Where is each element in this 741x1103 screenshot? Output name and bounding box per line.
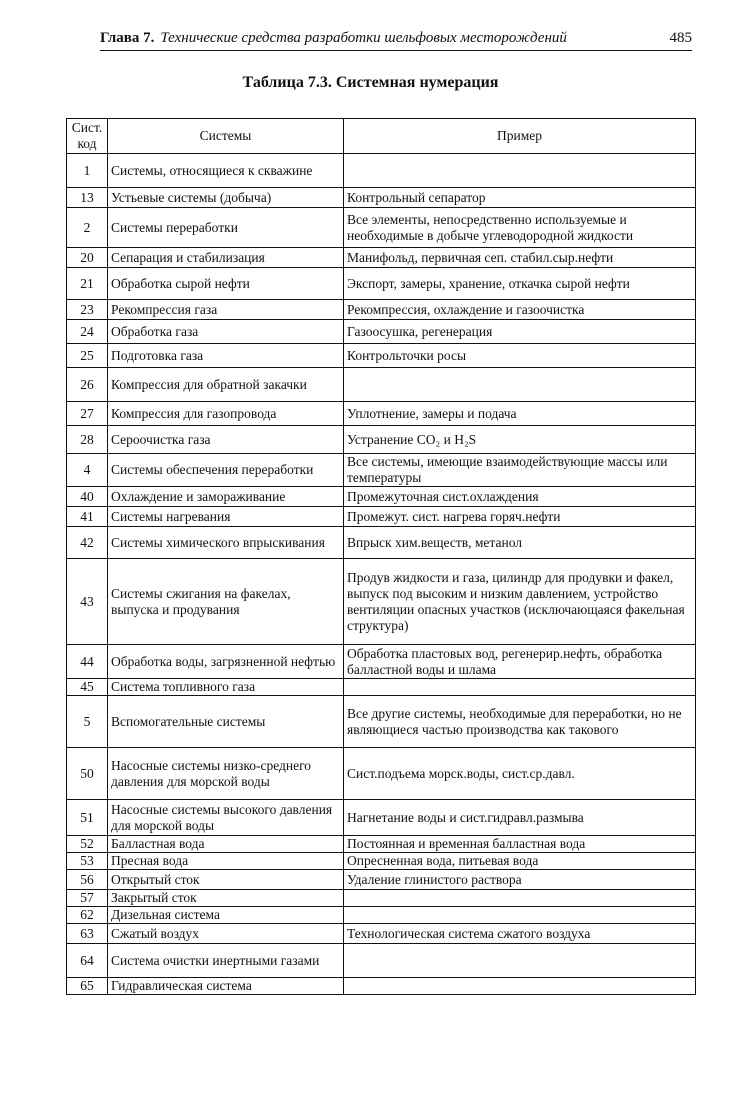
table-row xyxy=(67,248,696,268)
row-system: Устьевые системы (добыча) xyxy=(108,188,344,208)
row-example xyxy=(344,679,696,696)
table-row xyxy=(67,426,696,454)
row-code: 27 xyxy=(67,402,108,426)
row-system: Системы обеспечения переработки xyxy=(108,454,344,487)
row-code: 44 xyxy=(67,645,108,679)
table-row xyxy=(67,268,696,300)
row-system: Обработка газа xyxy=(108,320,344,344)
row-code: 50 xyxy=(67,748,108,800)
running-header xyxy=(100,28,692,51)
row-system: Пресная вода xyxy=(108,853,344,870)
table-row xyxy=(67,800,696,836)
row-example: Экспорт, замеры, хранение, откачка сырой нефти xyxy=(344,268,696,300)
table-row xyxy=(67,907,696,924)
row-system: Рекомпрессия газа xyxy=(108,300,344,320)
row-code: 4 xyxy=(67,454,108,487)
row-code: 28 xyxy=(67,426,108,454)
table-row xyxy=(67,527,696,559)
row-system: Охлаждение и замораживание xyxy=(108,487,344,507)
row-code: 5 xyxy=(67,696,108,748)
row-code: 24 xyxy=(67,320,108,344)
row-code: 57 xyxy=(67,890,108,907)
row-example: Все элементы, непосредственно используемые и необходимые в добыче углеводородной жидкости xyxy=(344,208,696,248)
table-caption: Таблица 7.3. Системная нумерация xyxy=(242,74,499,91)
row-code: 2 xyxy=(67,208,108,248)
table-row xyxy=(67,679,696,696)
row-example: Обработка пластовых вод, регенерир.нефть, обработка балластной воды и шлама xyxy=(344,645,696,679)
table-row xyxy=(67,559,696,645)
table-row xyxy=(67,924,696,944)
table-row xyxy=(67,154,696,188)
row-code: 1 xyxy=(67,154,108,188)
table-row xyxy=(67,368,696,402)
row-example xyxy=(344,978,696,995)
row-system: Система очистки инертными газами xyxy=(108,944,344,978)
table-row xyxy=(67,300,696,320)
row-example: Все системы, имеющие взаимодействующие массы или температуры xyxy=(344,454,696,487)
row-system: Открытый сток xyxy=(108,870,344,890)
table-row xyxy=(67,344,696,368)
row-code: 20 xyxy=(67,248,108,268)
header-code: Сист. код xyxy=(67,119,108,154)
table-row xyxy=(67,320,696,344)
row-example: Опресненная вода, питьевая вода xyxy=(344,853,696,870)
row-example: Рекомпрессия, охлаждение и газоочистка xyxy=(344,300,696,320)
table-row xyxy=(67,890,696,907)
row-system: Сероочистка газа xyxy=(108,426,344,454)
row-system: Системы, относящиеся к скважине xyxy=(108,154,344,188)
row-system: Подготовка газа xyxy=(108,344,344,368)
table-row xyxy=(67,402,696,426)
row-system: Дизельная система xyxy=(108,907,344,924)
row-system: Система топливного газа xyxy=(108,679,344,696)
row-example xyxy=(344,907,696,924)
row-system: Насосные системы низко-среднего давления для морской воды xyxy=(108,748,344,800)
row-code: 41 xyxy=(67,507,108,527)
row-example: Устранение CO₂ и H₂S xyxy=(344,426,696,454)
table-row xyxy=(67,454,696,487)
row-code: 25 xyxy=(67,344,108,368)
row-example: Уплотнение, замеры и подача xyxy=(344,402,696,426)
row-code: 56 xyxy=(67,870,108,890)
row-example: Манифольд, первичная сеп. стабил.сыр.нефти xyxy=(344,248,696,268)
table-row xyxy=(67,696,696,748)
row-example: Контрольный сепаратор xyxy=(344,188,696,208)
system-numbering-table xyxy=(66,118,696,995)
row-example: Все другие системы, необходимые для переработки, но не являющиеся частью производства как такового xyxy=(344,696,696,748)
row-system: Закрытый сток xyxy=(108,890,344,907)
row-example: Нагнетание воды и сист.гидравл.размыва xyxy=(344,800,696,836)
table-row xyxy=(67,487,696,507)
row-example: Промежуточная сист.охлаждения xyxy=(344,487,696,507)
row-code: 40 xyxy=(67,487,108,507)
table-row xyxy=(67,748,696,800)
row-code: 51 xyxy=(67,800,108,836)
table-row xyxy=(67,645,696,679)
table-row xyxy=(67,507,696,527)
row-code: 42 xyxy=(67,527,108,559)
table-row xyxy=(67,978,696,995)
row-example xyxy=(344,154,696,188)
row-code: 21 xyxy=(67,268,108,300)
row-code: 52 xyxy=(67,836,108,853)
row-system: Сепарация и стабилизация xyxy=(108,248,344,268)
table-row xyxy=(67,870,696,890)
row-system: Обработка сырой нефти xyxy=(108,268,344,300)
row-example: Промежут. сист. нагрева горяч.нефти xyxy=(344,507,696,527)
table-row xyxy=(67,944,696,978)
row-system: Балластная вода xyxy=(108,836,344,853)
row-system: Насосные системы высокого давления для морской воды xyxy=(108,800,344,836)
row-system: Сжатый воздух xyxy=(108,924,344,944)
table-row xyxy=(67,836,696,853)
chapter-label: Глава 7. xyxy=(100,30,155,46)
row-example: Продув жидкости и газа, цилиндр для продувки и факел, выпуск под высоким и низким давлением, устройство вентиляции опасных участков (исключающаяся факельная структура) xyxy=(344,559,696,645)
row-example: Сист.подъема морск.воды, сист.ср.давл. xyxy=(344,748,696,800)
row-example xyxy=(344,890,696,907)
row-code: 64 xyxy=(67,944,108,978)
row-code: 26 xyxy=(67,368,108,402)
table-header-row xyxy=(67,119,696,154)
row-code: 63 xyxy=(67,924,108,944)
row-system: Гидравлическая система xyxy=(108,978,344,995)
row-example: Постоянная и временная балластная вода xyxy=(344,836,696,853)
header-system: Системы xyxy=(108,119,344,154)
row-example xyxy=(344,368,696,402)
row-system: Компрессия для обратной закачки xyxy=(108,368,344,402)
row-code: 23 xyxy=(67,300,108,320)
row-system: Вспомогательные системы xyxy=(108,696,344,748)
chapter-title: Технические средства разработки шельфовых месторождений xyxy=(160,30,567,46)
row-example xyxy=(344,944,696,978)
row-system: Обработка воды, загрязненной нефтью xyxy=(108,645,344,679)
row-system: Системы нагревания xyxy=(108,507,344,527)
row-system: Компрессия для газопровода xyxy=(108,402,344,426)
table-row xyxy=(67,853,696,870)
row-system: Системы сжигания на факелах, выпуска и продувания xyxy=(108,559,344,645)
table-row xyxy=(67,208,696,248)
row-example: Контрольточки росы xyxy=(344,344,696,368)
table-row xyxy=(67,188,696,208)
row-code: 13 xyxy=(67,188,108,208)
row-example: Удаление глинистого раствора xyxy=(344,870,696,890)
row-code: 53 xyxy=(67,853,108,870)
row-code: 45 xyxy=(67,679,108,696)
row-code: 65 xyxy=(67,978,108,995)
page-number: 485 xyxy=(669,30,692,46)
row-example: Газоосушка, регенерация xyxy=(344,320,696,344)
row-system: Системы химического впрыскивания xyxy=(108,527,344,559)
header-example: Пример xyxy=(344,119,696,154)
table-body xyxy=(67,154,696,995)
row-code: 43 xyxy=(67,559,108,645)
row-code: 62 xyxy=(67,907,108,924)
row-example: Технологическая система сжатого воздуха xyxy=(344,924,696,944)
row-example: Впрыск хим.веществ, метанол xyxy=(344,527,696,559)
row-system: Системы переработки xyxy=(108,208,344,248)
